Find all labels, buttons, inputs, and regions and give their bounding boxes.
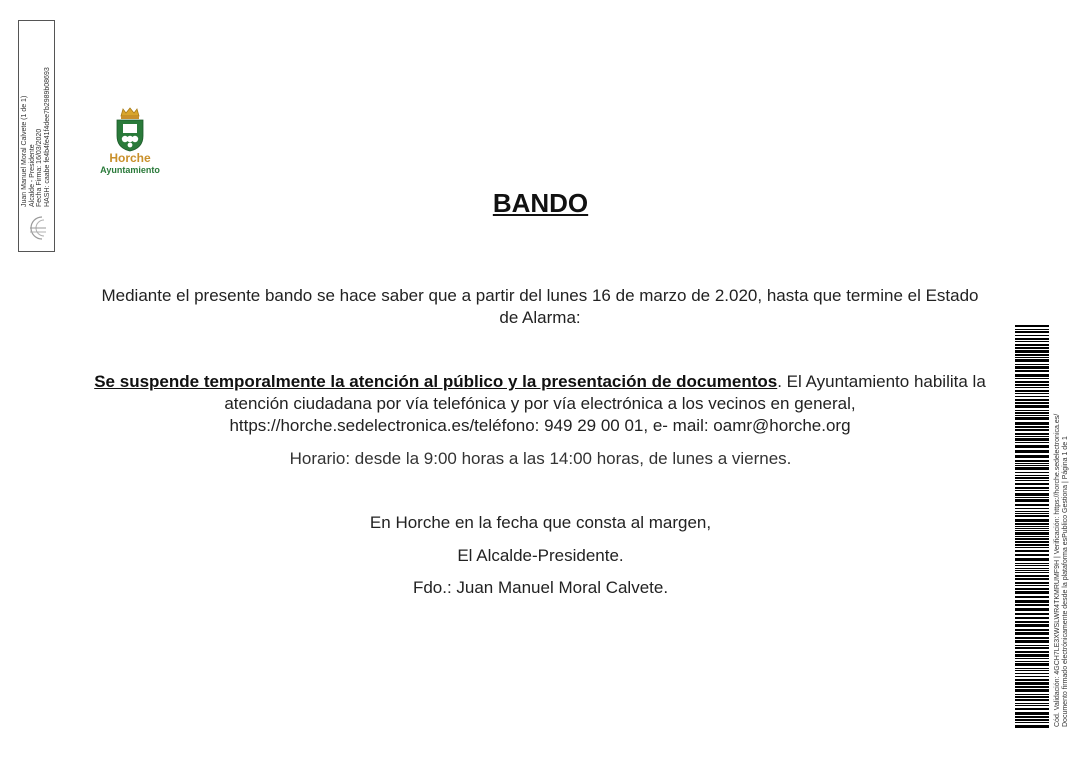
- barcode-bar: [1015, 399, 1049, 401]
- barcode-bar: [1015, 575, 1049, 577]
- barcode-bar: [1015, 357, 1049, 358]
- signature-signer: Juan Manuel Moral Calvete (1 de 1): [21, 95, 28, 207]
- barcode-bar: [1015, 475, 1049, 476]
- barcode-bar: [1015, 378, 1049, 379]
- suspension-notice: Se suspende temporalmente la atención al público y la presentación de documentos: [94, 372, 778, 391]
- coat-of-arms-icon: [112, 106, 148, 152]
- barcode-bar: [1015, 347, 1049, 349]
- barcode-bar: [1015, 499, 1049, 502]
- barcode-bar: [1015, 563, 1049, 564]
- barcode-bar: [1015, 679, 1049, 681]
- barcode-bar: [1015, 412, 1049, 414]
- barcode-bar: [1015, 364, 1049, 365]
- barcode-bar: [1015, 694, 1049, 695]
- barcode-bar: [1015, 663, 1049, 666]
- barcode-bar: [1015, 354, 1049, 356]
- barcode-bar: [1015, 374, 1049, 377]
- barcode-bar: [1015, 384, 1049, 386]
- barcode-bar: [1015, 387, 1049, 388]
- barcode-bar: [1015, 621, 1049, 623]
- closing-role: El Alcalde-Presidente.: [457, 546, 624, 565]
- barcode-bar: [1015, 393, 1049, 394]
- barcode-bar: [1015, 673, 1049, 674]
- barcode-bar: [1015, 632, 1049, 635]
- barcode-bar: [1015, 513, 1049, 514]
- opening-hours: Horario: desde la 9:00 horas a las 14:00 horas, de lunes a viernes.: [289, 449, 792, 468]
- barcode-bar: [1015, 554, 1049, 556]
- barcode-bar: [1015, 528, 1049, 529]
- barcode-bar: [1015, 651, 1049, 653]
- barcode-bar: [1015, 670, 1049, 671]
- barcode-bar: [1015, 523, 1049, 525]
- barcode-bar: [1015, 538, 1049, 540]
- horche-logo: [92, 106, 168, 178]
- logo-name: Horche: [109, 151, 151, 165]
- barcode-bar: [1015, 686, 1049, 688]
- barcode-bar: [1015, 640, 1049, 643]
- barcode-bar: [1015, 699, 1049, 701]
- barcode-bar: [1015, 689, 1049, 692]
- closing-signature: Fdo.: Juan Manuel Moral Calvete.: [412, 578, 669, 597]
- barcode-bar: [1015, 515, 1049, 517]
- barcode-bar: [1015, 396, 1049, 397]
- document-title: BANDO: [492, 188, 589, 218]
- barcode-bar: [1015, 613, 1049, 615]
- barcode-bar: [1015, 550, 1049, 552]
- barcode-bar: [1015, 558, 1049, 561]
- barcode-bar: [1015, 381, 1049, 383]
- validation-barcode: [1015, 325, 1049, 729]
- contact-line: https://horche.sedelectronica.es/teléfono: 949 29 00 01, e- mail: oamr@horche.org: [229, 416, 851, 435]
- barcode-bar: [1015, 647, 1049, 649]
- barcode-bar: [1015, 582, 1049, 584]
- barcode-bar: [1015, 541, 1049, 543]
- barcode-bar: [1015, 703, 1049, 704]
- barcode-bar: [1015, 335, 1049, 336]
- barcode-bar: [1015, 460, 1049, 462]
- barcode-bar: [1015, 390, 1049, 392]
- barcode-bar: [1015, 572, 1049, 573]
- barcode-bar: [1015, 433, 1049, 435]
- barcode-bar: [1015, 526, 1049, 527]
- barcode-bar: [1015, 544, 1049, 546]
- barcode-bar: [1015, 722, 1049, 723]
- barcode-bar: [1015, 654, 1049, 657]
- barcode-bar: [1015, 719, 1049, 721]
- barcode-bar: [1015, 708, 1049, 710]
- barcode-bar: [1015, 344, 1049, 346]
- barcode-bar: [1015, 438, 1049, 441]
- barcode-bar: [1015, 658, 1049, 659]
- barcode-bar: [1015, 504, 1049, 506]
- barcode-bar: [1015, 608, 1049, 611]
- barcode-bar: [1015, 617, 1049, 619]
- barcode-bar: [1015, 532, 1049, 535]
- closing-place-date: En Horche en la fecha que consta al margen,: [369, 513, 712, 532]
- barcode-bar: [1015, 483, 1049, 485]
- barcode-bar: [1015, 338, 1049, 340]
- verification-platform: Documento firmado electrónicamente desde la plataforma esPublico Gestiona | Página 1 de 1: [1062, 436, 1069, 727]
- barcode-bar: [1015, 422, 1049, 425]
- barcode-bar: [1015, 585, 1049, 586]
- barcode-bar: [1015, 578, 1049, 580]
- signature-text: [21, 27, 51, 207]
- barcode-bar: [1015, 668, 1049, 669]
- barcode-bar: [1015, 366, 1049, 369]
- verification-text: [1054, 367, 1070, 727]
- barcode-bar: [1015, 417, 1049, 420]
- barcode-bar: [1015, 705, 1049, 706]
- barcode-bar: [1015, 497, 1049, 498]
- barcode-bar: [1015, 350, 1049, 353]
- barcode-bar: [1015, 445, 1049, 448]
- barcode-bar: [1015, 604, 1049, 606]
- barcode-bar: [1015, 426, 1049, 428]
- barcode-bar: [1015, 696, 1049, 698]
- barcode-bar: [1015, 637, 1049, 639]
- barcode-bar: [1015, 465, 1049, 466]
- barcode-bar: [1015, 370, 1049, 372]
- barcode-bar: [1015, 472, 1049, 473]
- barcode-bar: [1015, 508, 1049, 509]
- barcode-bar: [1015, 410, 1049, 411]
- signature-hash: HASH: caabe fe4b4fe41f4dee7b2989b08693: [43, 67, 51, 207]
- barcode-bar: [1015, 487, 1049, 489]
- barcode-bar: [1015, 429, 1049, 431]
- barcode-bar: [1015, 325, 1049, 327]
- barcode-bar: [1015, 624, 1049, 627]
- main-paragraph-rest: . El Ayuntamiento habilita la atención ciudadana por vía telefónica y por vía electrónica a los vecinos en general,: [224, 372, 986, 413]
- barcode-bar: [1015, 682, 1049, 685]
- signature-date: Fecha Firma: 16/03/2020: [36, 128, 44, 207]
- barcode-bar: [1015, 402, 1049, 404]
- barcode-bar: [1015, 596, 1049, 598]
- barcode-bar: [1015, 712, 1049, 715]
- barcode-bar: [1015, 359, 1049, 362]
- barcode-bar: [1015, 591, 1049, 594]
- intro-paragraph: Mediante el presente bando se hace saber que a partir del lunes 16 de marzo de 2.020, hasta que termine el Estado de Alarma:: [101, 286, 979, 327]
- barcode-bar: [1015, 436, 1049, 437]
- barcode-bar: [1015, 645, 1049, 646]
- barcode-bar: [1015, 477, 1049, 479]
- barcode-bar: [1015, 661, 1049, 662]
- barcode-bar: [1015, 725, 1049, 728]
- barcode-bar: [1015, 450, 1049, 453]
- barcode-bar: [1015, 341, 1049, 342]
- barcode-bar: [1015, 511, 1049, 512]
- barcode-bar: [1015, 405, 1049, 408]
- barcode-bar: [1015, 600, 1049, 603]
- barcode-bar: [1015, 463, 1049, 464]
- barcode-bar: [1015, 530, 1049, 531]
- barcode-bar: [1015, 588, 1049, 590]
- verification-code: Cód. Validación: 4GCH7LE3XWSLWR4TKMRUMF9H | Verificación: https://horche.sedelectronica.es/: [1054, 413, 1061, 727]
- barcode-bar: [1015, 676, 1049, 677]
- barcode-bar: [1015, 547, 1049, 548]
- barcode-bar: [1015, 455, 1049, 458]
- barcode-bar: [1015, 568, 1049, 569]
- barcode-bar: [1015, 442, 1049, 443]
- barcode-bar: [1015, 536, 1049, 537]
- barcode-bar: [1015, 467, 1049, 470]
- barcode-bar: [1015, 519, 1049, 522]
- signature-role: Alcalde - Presidente: [28, 144, 36, 207]
- barcode-bar: [1015, 716, 1049, 718]
- barcode-bar: [1015, 493, 1049, 496]
- barcode-bar: [1015, 329, 1049, 330]
- barcode-bar: [1015, 565, 1049, 566]
- logo-subtitle: Ayuntamiento: [100, 165, 160, 175]
- barcode-bar: [1015, 570, 1049, 571]
- barcode-bar: [1015, 331, 1049, 333]
- barcode-bar: [1015, 415, 1049, 416]
- main-paragraph: [90, 371, 990, 437]
- barcode-bar: [1015, 629, 1049, 631]
- barcode-bar: [1015, 490, 1049, 491]
- barcode-bar: [1015, 480, 1049, 481]
